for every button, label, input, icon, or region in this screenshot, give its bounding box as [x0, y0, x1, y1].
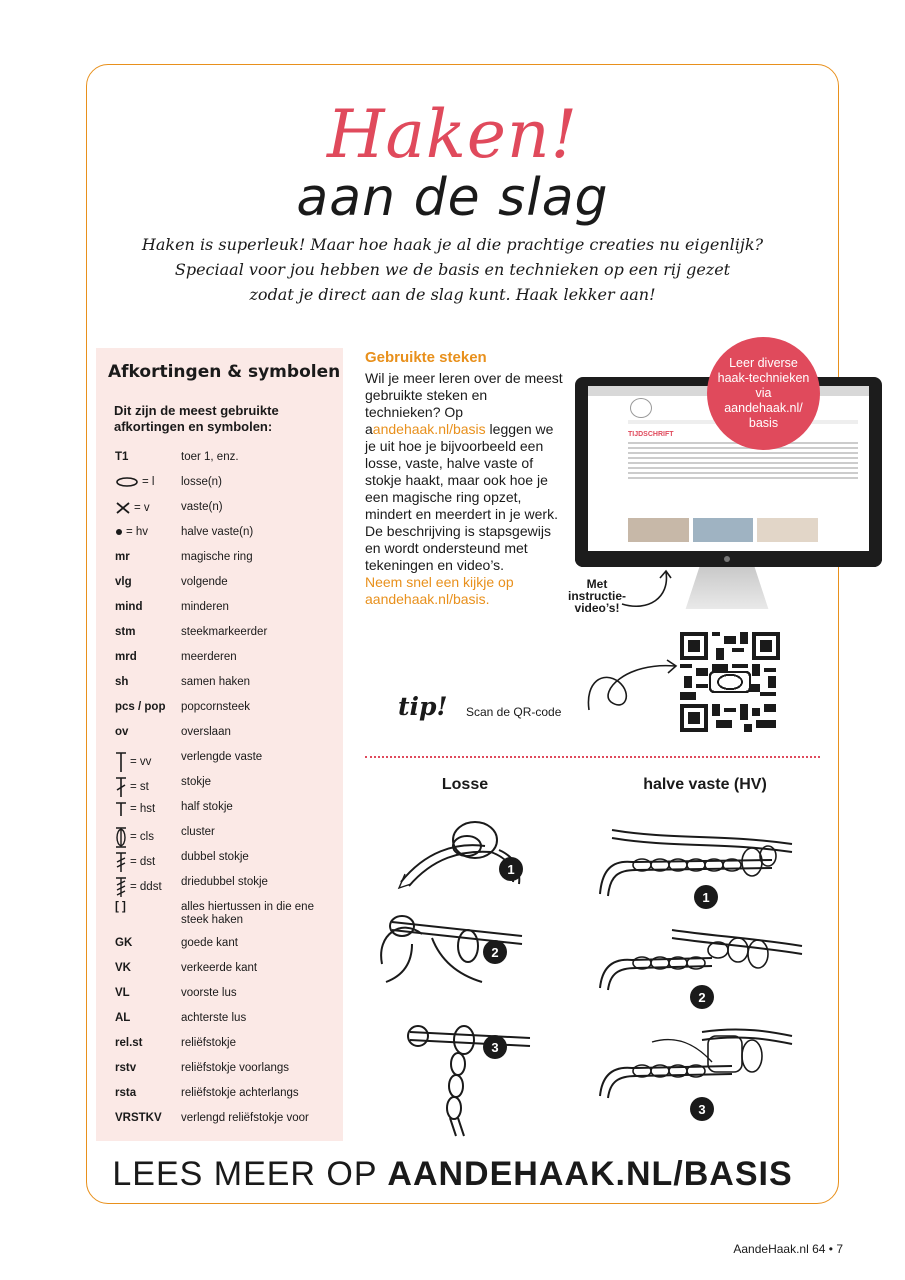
abbreviation-code: [115, 901, 181, 913]
chain-oval-icon: [115, 477, 139, 487]
abbreviation-code: [115, 676, 181, 688]
abbreviation-meaning: minderen: [181, 601, 229, 613]
abbreviation-row: [115, 826, 340, 851]
title-haken: Haken!: [327, 96, 578, 173]
abbreviation-meaning: samen haken: [181, 676, 251, 688]
abbreviation-code: [115, 576, 181, 588]
intro-line: Speciaal voor jou hebben we de basis en technieken op een rij gezet: [174, 260, 731, 279]
abbreviation-row: [115, 701, 340, 726]
steken-text: Wil je meer leren over de meest gebruikte steken en technieken? Op a: [365, 370, 563, 437]
read-more-prefix: LEES MEER OP: [112, 1155, 388, 1193]
abbreviations-intro: Dit zijn de meest gebruikte afkortingen en symbolen:: [114, 403, 279, 434]
abbreviation-meaning: verlengde vaste: [181, 751, 263, 763]
abbreviation-row: [115, 876, 340, 901]
curved-arrow-icon: [618, 568, 678, 612]
abbreviation-code: [115, 962, 181, 974]
abbreviation-row: [115, 626, 340, 651]
screen-text-lines: [628, 442, 858, 482]
abbreviation-code: [115, 526, 181, 538]
steken-link[interactable]: andehaak.nl/basis: [372, 421, 486, 437]
abbreviation-code: [115, 626, 181, 638]
abbreviation-code: [115, 1112, 181, 1124]
abbreviation-code-text: T1: [115, 451, 129, 463]
abbreviation-row: [115, 451, 340, 476]
site-logo-icon: [630, 398, 652, 418]
abbreviation-row: [115, 962, 340, 987]
double-stokje-icon: [115, 851, 127, 873]
abbreviation-code-text: = hst: [130, 803, 156, 815]
abbreviation-code-text: = cls: [130, 831, 154, 843]
abbreviation-row: [115, 551, 340, 576]
t-icon: [115, 801, 127, 817]
abbreviation-code-text: VRSTKV: [115, 1112, 162, 1124]
abbreviation-meaning: vaste(n): [181, 501, 223, 513]
abbreviation-row: [115, 676, 340, 701]
abbreviation-code: [115, 1062, 181, 1074]
abbreviation-code-text: rstv: [115, 1062, 137, 1074]
abbreviation-code: [115, 501, 181, 515]
abbreviation-meaning: overslaan: [181, 726, 231, 738]
abbreviation-code: [115, 801, 181, 817]
abbreviation-meaning: halve vaste(n): [181, 526, 254, 538]
abbreviation-row: [115, 576, 340, 601]
abbreviation-row: [115, 901, 340, 937]
abbreviation-code-text: rel.st: [115, 1037, 143, 1049]
abbreviation-row: [115, 1087, 340, 1112]
abbreviation-meaning: verlengd reliëfstokje voor: [181, 1112, 309, 1124]
hv-step-2-illustration: [592, 924, 812, 994]
losse-step-2-illustration: [372, 904, 532, 984]
long-t-icon: [115, 751, 127, 773]
abbreviation-code-text: = l: [142, 476, 155, 488]
abbreviation-meaning: dubbel stokje: [181, 851, 249, 863]
page-number: AandeHaak.nl 64 • 7: [733, 1242, 843, 1256]
abbreviation-code-text: VL: [115, 987, 130, 999]
abbreviation-row: [115, 987, 340, 1012]
abbreviation-code: [115, 937, 181, 949]
abbreviation-code-text: sh: [115, 676, 129, 688]
abbreviation-meaning: goede kant: [181, 937, 238, 949]
abbreviation-code-text: mind: [115, 601, 143, 613]
abbreviation-row: [115, 501, 340, 526]
abbreviation-meaning: volgende: [181, 576, 228, 588]
screen-heading: TIJDSCHRIFT: [628, 431, 674, 438]
abbreviation-row: [115, 801, 340, 826]
screen-thumbnails: [628, 518, 818, 542]
abbreviation-code: [115, 876, 181, 898]
read-more-banner[interactable]: [0, 1155, 905, 1194]
abbreviation-row: [115, 1037, 340, 1062]
losse-step-3-illustration: [400, 1008, 540, 1138]
abbreviation-code: [115, 701, 181, 713]
abbreviation-meaning: magische ring: [181, 551, 253, 563]
stokje-icon: [115, 776, 127, 798]
abbreviation-row: [115, 476, 340, 501]
qr-code[interactable]: [680, 632, 780, 732]
loop-arrow-icon: [585, 652, 685, 717]
abbreviation-code-text: [ ]: [115, 901, 126, 913]
hv-step-3-illustration: [592, 1022, 812, 1102]
abbreviation-code-text: GK: [115, 937, 133, 949]
abbreviation-code-text: stm: [115, 626, 136, 638]
abbreviation-meaning: losse(n): [181, 476, 222, 488]
abbreviation-code: [115, 776, 181, 798]
abbreviations-heading: Afkortingen & symbolen: [108, 362, 341, 382]
abbreviation-code-text: vlg: [115, 576, 132, 588]
abbreviation-code: [115, 1087, 181, 1099]
abbreviation-meaning: verkeerde kant: [181, 962, 258, 974]
abbreviation-row: [115, 526, 340, 551]
abbreviation-code: [115, 1037, 181, 1049]
abbreviation-code-text: pcs / pop: [115, 701, 166, 713]
halve-vaste-title: halve vaste (HV): [643, 776, 767, 793]
abbreviation-code: [115, 1012, 181, 1024]
step-number: 1: [694, 885, 718, 909]
step-number: 3: [690, 1097, 714, 1121]
abbreviation-code-text: ov: [115, 726, 129, 738]
abbreviation-meaning: reliëfstokje: [181, 1037, 236, 1049]
abbreviation-code: [115, 476, 181, 488]
abbreviation-code: [115, 601, 181, 613]
step-number: 1: [499, 857, 523, 881]
abbreviation-row: [115, 751, 340, 776]
abbreviation-code: [115, 851, 181, 873]
intro-line: Haken is superleuk! Maar hoe haak je al die prachtige creaties nu eigenlijk?: [141, 235, 764, 254]
apple-logo-icon: [724, 556, 730, 562]
abbreviation-meaning: stokje: [181, 776, 212, 788]
cluster-icon: [115, 826, 127, 848]
abbreviation-code: [115, 551, 181, 563]
step-number: 3: [483, 1035, 507, 1059]
abbreviation-meaning: alles hiertussen in die ene steek haken: [181, 901, 314, 926]
abbreviations-list: [115, 451, 340, 1137]
abbreviation-meaning: half stokje: [181, 801, 233, 813]
abbreviation-code: [115, 987, 181, 999]
steken-body: [365, 370, 565, 608]
dot-icon: [115, 527, 123, 537]
instruction-label: Met instructie-video’s!: [567, 577, 626, 615]
abbreviation-meaning: reliëfstokje achterlangs: [181, 1087, 299, 1099]
title-aan-de-slag: aan de slag: [296, 168, 609, 228]
abbreviation-row: [115, 601, 340, 626]
abbreviation-code: [115, 826, 181, 848]
abbreviation-meaning: steekmarkeerder: [181, 626, 268, 638]
abbreviation-code-text: AL: [115, 1012, 131, 1024]
abbreviation-meaning: meerderen: [181, 651, 237, 663]
abbreviation-meaning: popcornsteek: [181, 701, 251, 713]
dotted-divider: [365, 756, 820, 758]
read-more-url: AANDEHAAK.NL/BASIS: [387, 1155, 793, 1193]
abbreviation-code: [115, 751, 181, 773]
steken-text: leggen we je uit hoe je bijvoorbeeld een losse, vaste, halve vaste of stokje haakt, maar ook hoe je een magische ring opzet, mindert en meerdert in je werk. De beschrijving is stapsgewijs en wordt ondersteund met tekeningen en video’s.: [365, 421, 558, 573]
abbreviation-meaning: driedubbel stokje: [181, 876, 268, 888]
abbreviation-code: [115, 451, 181, 463]
abbreviation-row: [115, 937, 340, 962]
abbreviation-code: [115, 726, 181, 738]
abbreviation-code-text: = v: [134, 502, 150, 514]
abbreviation-meaning: achterste lus: [181, 1012, 247, 1024]
abbreviation-meaning: toer 1, enz.: [181, 451, 239, 463]
abbreviation-code-text: = vv: [130, 756, 152, 768]
abbreviation-row: [115, 1012, 340, 1037]
abbreviation-meaning: cluster: [181, 826, 215, 838]
abbreviation-row: [115, 1062, 340, 1087]
abbreviation-code-text: = hv: [126, 526, 149, 538]
steken-cta[interactable]: Neem snel een kijkje op aandehaak.nl/basis.: [365, 574, 514, 607]
abbreviation-meaning: reliëfstokje voorlangs: [181, 1062, 290, 1074]
step-number: 2: [690, 985, 714, 1009]
losse-title: Losse: [441, 776, 489, 793]
abbreviation-meaning: voorste lus: [181, 987, 237, 999]
steken-heading: Gebruikte steken: [365, 349, 487, 366]
abbreviation-code-text: = ddst: [130, 881, 162, 893]
abbreviation-row: [115, 651, 340, 676]
abbreviation-code: [115, 651, 181, 663]
triple-stokje-icon: [115, 876, 127, 898]
abbreviation-code-text: mr: [115, 551, 130, 563]
learn-badge: Leer diverse haak-technieken via aandehaak.nl/ basis: [707, 337, 820, 450]
intro-text: [110, 232, 795, 307]
intro-line: zodat je direct aan de slag kunt. Haak lekker aan!: [249, 285, 656, 304]
abbreviation-code-text: = st: [130, 781, 149, 793]
abbreviation-row: [115, 1112, 340, 1137]
abbreviation-code-text: rsta: [115, 1087, 137, 1099]
abbreviation-row: [115, 726, 340, 751]
abbreviation-code-text: VK: [115, 962, 131, 974]
abbreviation-row: [115, 776, 340, 801]
abbreviation-code-text: = dst: [130, 856, 156, 868]
abbreviation-row: [115, 851, 340, 876]
tip-label: tip!: [398, 692, 448, 721]
tip-text: Scan de QR-code: [466, 705, 562, 719]
abbreviation-code-text: mrd: [115, 651, 137, 663]
cross-icon: [115, 501, 131, 515]
step-number: 2: [483, 940, 507, 964]
